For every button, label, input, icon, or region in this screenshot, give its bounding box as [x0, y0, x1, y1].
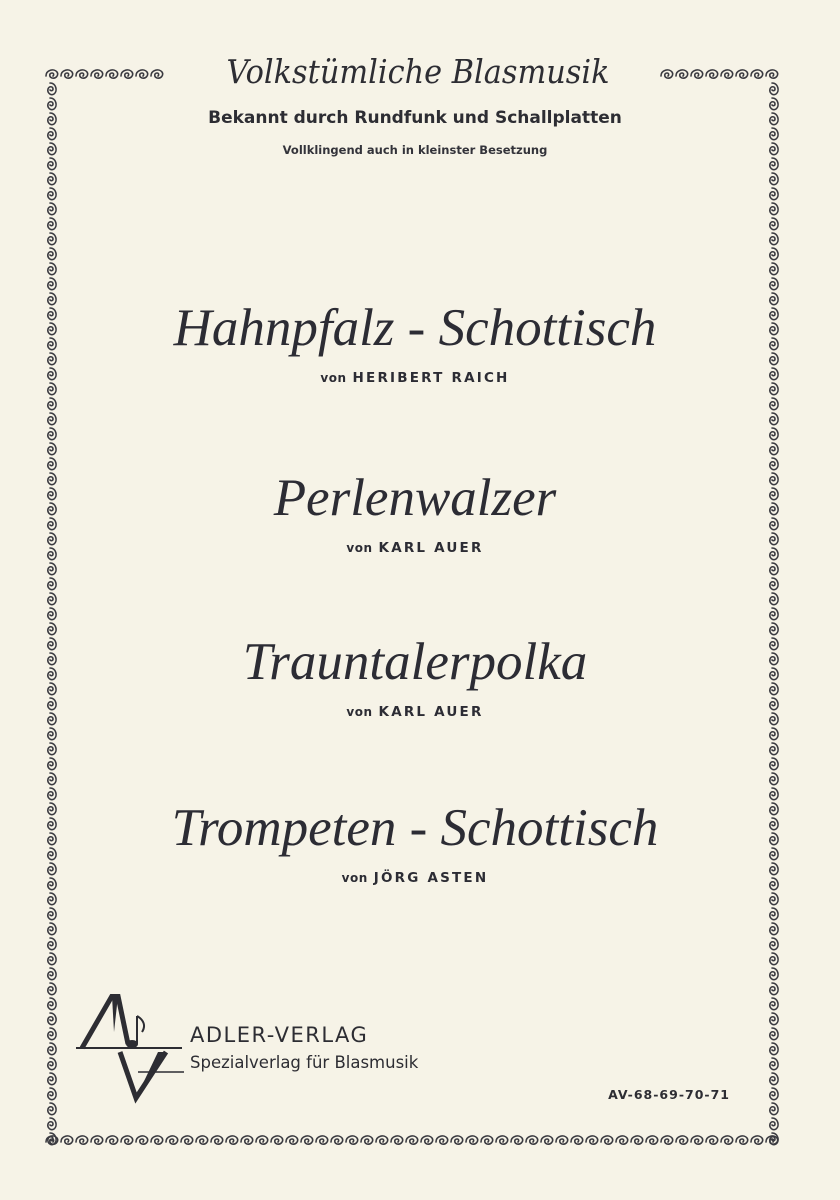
scroll-ornament [361, 1136, 373, 1144]
scroll-ornament [226, 1136, 238, 1144]
scroll-ornament [770, 1043, 778, 1055]
scroll-ornament [770, 278, 778, 290]
scroll-ornament [770, 893, 778, 905]
scroll-ornament [770, 248, 778, 260]
scroll-ornament [48, 623, 56, 635]
scroll-ornament [48, 233, 56, 245]
scroll-ornament [48, 893, 56, 905]
scroll-ornament [181, 1136, 193, 1144]
scroll-ornament [770, 638, 778, 650]
scroll-ornament [286, 1136, 298, 1144]
scroll-ornament [466, 1136, 478, 1144]
scroll-ornament [770, 923, 778, 935]
scroll-ornament [196, 1136, 208, 1144]
scroll-ornament [770, 1088, 778, 1100]
scroll-ornament [48, 203, 56, 215]
scroll-ornament [770, 368, 778, 380]
scroll-ornament [48, 143, 56, 155]
scroll-ornament [770, 833, 778, 845]
adler-verlag-logo-icon [74, 994, 184, 1104]
scroll-ornament [406, 1136, 418, 1144]
scroll-ornament [48, 368, 56, 380]
scroll-ornament [48, 638, 56, 650]
scroll-ornament [421, 1136, 433, 1144]
scroll-ornament [770, 158, 778, 170]
scroll-ornament [48, 518, 56, 530]
scroll-ornament [316, 1136, 328, 1144]
scroll-ornament [751, 1136, 763, 1144]
scroll-ornament [48, 128, 56, 140]
scroll-ornament [676, 1136, 688, 1144]
scroll-ornament [770, 983, 778, 995]
scroll-ornament [770, 683, 778, 695]
composer-name: HERIBERT RAICH [352, 370, 510, 386]
scroll-ornament [556, 1136, 568, 1144]
scroll-ornament [166, 1136, 178, 1144]
scroll-ornament [241, 1136, 253, 1144]
scroll-ornament [48, 98, 56, 110]
scroll-ornament [770, 143, 778, 155]
scroll-ornament [770, 593, 778, 605]
scroll-ornament [770, 353, 778, 365]
scroll-ornament [770, 818, 778, 830]
piece-title: Trompeten - Schottisch [171, 799, 659, 857]
scroll-ornament [48, 863, 56, 875]
scroll-ornament [736, 70, 748, 78]
scroll-ornament [770, 563, 778, 575]
scroll-ornament [770, 398, 778, 410]
scroll-ornament [571, 1136, 583, 1144]
scroll-ornament [48, 1088, 56, 1100]
scroll-ornament [48, 728, 56, 740]
scroll-ornament [661, 70, 673, 78]
scroll-ornament [770, 968, 778, 980]
scroll-ornament [770, 878, 778, 890]
scroll-ornament [48, 338, 56, 350]
scroll-ornament [770, 713, 778, 725]
scroll-ornament [770, 953, 778, 965]
scroll-ornament [48, 443, 56, 455]
scroll-ornament [48, 83, 56, 95]
piece-title: Trauntalerpolka [242, 633, 588, 691]
scroll-ornament [770, 1103, 778, 1115]
piece-composer [100, 538, 730, 558]
scroll-ornament [770, 83, 778, 95]
scroll-ornament [48, 878, 56, 890]
scroll-ornament [136, 1136, 148, 1144]
piece-composer [100, 868, 730, 888]
scroll-ornament [770, 608, 778, 620]
scroll-ornament [770, 653, 778, 665]
publisher-block [190, 1022, 418, 1074]
scroll-ornament [770, 173, 778, 185]
scroll-ornament [48, 488, 56, 500]
scroll-ornament [676, 70, 688, 78]
scroll-ornament [48, 953, 56, 965]
scroll-ornament [770, 413, 778, 425]
scroll-ornament [301, 1136, 313, 1144]
scroll-ornament [48, 563, 56, 575]
scroll-ornament [48, 938, 56, 950]
piece-title: Perlenwalzer [273, 469, 557, 527]
scroll-ornament [48, 578, 56, 590]
scroll-ornament [481, 1136, 493, 1144]
scroll-ornament [48, 218, 56, 230]
scroll-ornament [770, 128, 778, 140]
piece-item [100, 466, 730, 558]
scroll-ornament [770, 98, 778, 110]
scroll-ornament [770, 1058, 778, 1070]
subtitle: Bekannt durch Rundfunk und Schallplatten [208, 108, 622, 128]
composer-prefix: von [346, 705, 373, 719]
scroll-ornament [48, 698, 56, 710]
subtitle-small: Vollklingend auch in kleinster Besetzung [282, 143, 548, 157]
piece-composer [100, 702, 730, 722]
scroll-ornament [770, 848, 778, 860]
scroll-ornament [151, 70, 163, 78]
piece-item [100, 296, 730, 388]
piece-item [100, 796, 730, 888]
scroll-ornament [376, 1136, 388, 1144]
scroll-ornament [601, 1136, 613, 1144]
scroll-ornament [631, 1136, 643, 1144]
composer-prefix: von [341, 871, 368, 885]
piece-composer [100, 368, 730, 388]
scroll-ornament [451, 1136, 463, 1144]
scroll-ornament [770, 788, 778, 800]
scroll-ornament [48, 308, 56, 320]
scroll-ornament [48, 173, 56, 185]
scroll-ornament [48, 113, 56, 125]
scroll-ornament [48, 263, 56, 275]
scroll-ornament [646, 1136, 658, 1144]
composer-prefix: von [320, 371, 347, 385]
scroll-ornament [48, 533, 56, 545]
scroll-ornament [770, 488, 778, 500]
scroll-ornament [770, 668, 778, 680]
scroll-ornament [770, 428, 778, 440]
scroll-ornament [48, 398, 56, 410]
scroll-ornament [770, 518, 778, 530]
scroll-ornament [48, 668, 56, 680]
scroll-ornament [48, 278, 56, 290]
scroll-ornament [48, 653, 56, 665]
scroll-ornament [770, 383, 778, 395]
scroll-ornament [48, 983, 56, 995]
scroll-ornament [770, 233, 778, 245]
scroll-ornament [48, 998, 56, 1010]
scroll-ornament [770, 908, 778, 920]
scroll-ornament [48, 758, 56, 770]
scroll-ornament [48, 548, 56, 560]
scroll-ornament [48, 848, 56, 860]
scroll-ornament [48, 923, 56, 935]
scroll-ornament [436, 1136, 448, 1144]
scroll-ornament [770, 1013, 778, 1025]
scroll-ornament [48, 683, 56, 695]
scroll-ornament [770, 998, 778, 1010]
scroll-ornament [48, 353, 56, 365]
scroll-ornament [770, 293, 778, 305]
scroll-ornament [770, 698, 778, 710]
piece-item [100, 630, 730, 722]
scroll-ornament [61, 1136, 73, 1144]
scroll-ornament [151, 1136, 163, 1144]
scroll-ornament [48, 248, 56, 260]
scroll-ornament [751, 70, 763, 78]
scroll-ornament [770, 533, 778, 545]
scroll-ornament [770, 1028, 778, 1040]
scroll-ornament [586, 1136, 598, 1144]
scroll-ornament [48, 908, 56, 920]
scroll-ornament [526, 1136, 538, 1144]
scroll-ornament [770, 758, 778, 770]
scroll-ornament [770, 1118, 778, 1130]
scroll-ornament [770, 773, 778, 785]
scroll-ornament [48, 293, 56, 305]
scroll-ornament [48, 458, 56, 470]
scroll-ornament [770, 803, 778, 815]
scroll-ornament [91, 70, 103, 78]
scroll-ornament [48, 1028, 56, 1040]
scroll-ornament [48, 428, 56, 440]
composer-name: JÖRG ASTEN [373, 870, 489, 886]
publisher-tagline: Spezialverlag für Blasmusik [190, 1053, 419, 1072]
scroll-ornament [770, 188, 778, 200]
scroll-ornament [48, 773, 56, 785]
scroll-ornament [770, 578, 778, 590]
scroll-ornament [770, 1073, 778, 1085]
scroll-ornament [331, 1136, 343, 1144]
catalog-number: AV-68-69-70-71 [608, 1087, 730, 1102]
scroll-ornament [211, 1136, 223, 1144]
scroll-ornament [48, 1013, 56, 1025]
scroll-ornament [48, 1103, 56, 1115]
scroll-ornament [48, 743, 56, 755]
scroll-ornament [61, 70, 73, 78]
scroll-ornament [48, 383, 56, 395]
scroll-ornament [721, 70, 733, 78]
scroll-ornament [271, 1136, 283, 1144]
scroll-ornament [541, 1136, 553, 1144]
scroll-ornament [496, 1136, 508, 1144]
scroll-ornament [770, 218, 778, 230]
scroll-ornament [770, 263, 778, 275]
scroll-ornament [106, 70, 118, 78]
scroll-ornament [48, 1058, 56, 1070]
scroll-ornament [256, 1136, 268, 1144]
scroll-ornament [770, 443, 778, 455]
scroll-ornament [391, 1136, 403, 1144]
series-title: Volkstümliche Blasmusik [226, 52, 610, 91]
scroll-ornament [136, 70, 148, 78]
scroll-ornament [770, 113, 778, 125]
scroll-ornament [48, 1118, 56, 1130]
composer-name: KARL AUER [378, 540, 484, 556]
scroll-ornament [770, 503, 778, 515]
scroll-ornament [48, 473, 56, 485]
publisher-name: ADLER-VERLAG [190, 1023, 369, 1047]
scroll-ornament [121, 70, 133, 78]
scroll-ornament [48, 323, 56, 335]
scroll-ornament [48, 1043, 56, 1055]
scroll-ornament [706, 70, 718, 78]
scroll-ornament [48, 713, 56, 725]
scroll-ornament [48, 593, 56, 605]
scroll-ornament [770, 863, 778, 875]
scroll-ornament [511, 1136, 523, 1144]
scroll-ornament [661, 1136, 673, 1144]
scroll-ornament [46, 70, 58, 78]
scroll-ornament [48, 803, 56, 815]
scroll-ornament [706, 1136, 718, 1144]
scroll-ornament [48, 188, 56, 200]
scroll-ornament [48, 833, 56, 845]
scroll-ornament [48, 968, 56, 980]
scroll-ornament [770, 938, 778, 950]
scroll-ornament [770, 548, 778, 560]
scroll-ornament [76, 70, 88, 78]
scroll-ornament [48, 503, 56, 515]
scroll-ornament [48, 1073, 56, 1085]
scroll-ornament [770, 473, 778, 485]
scroll-ornament [121, 1136, 133, 1144]
scroll-ornament [76, 1136, 88, 1144]
scroll-ornament [736, 1136, 748, 1144]
scroll-ornament [106, 1136, 118, 1144]
scroll-ornament [770, 458, 778, 470]
scroll-ornament [770, 323, 778, 335]
scroll-ornament [770, 308, 778, 320]
scroll-ornament [770, 743, 778, 755]
scroll-ornament [770, 728, 778, 740]
scroll-ornament [48, 818, 56, 830]
scroll-ornament [766, 70, 778, 78]
scroll-ornament [770, 338, 778, 350]
piece-title: Hahnpfalz - Schottisch [173, 299, 657, 357]
composer-name: KARL AUER [378, 704, 484, 720]
scroll-ornament [346, 1136, 358, 1144]
scroll-ornament [616, 1136, 628, 1144]
scroll-ornament [48, 788, 56, 800]
scroll-ornament [48, 158, 56, 170]
scroll-ornament [48, 413, 56, 425]
scroll-ornament [770, 623, 778, 635]
scroll-ornament [48, 608, 56, 620]
scroll-ornament [691, 70, 703, 78]
composer-prefix: von [346, 541, 373, 555]
scroll-ornament [721, 1136, 733, 1144]
scroll-ornament [91, 1136, 103, 1144]
scroll-ornament [691, 1136, 703, 1144]
scroll-ornament [770, 203, 778, 215]
